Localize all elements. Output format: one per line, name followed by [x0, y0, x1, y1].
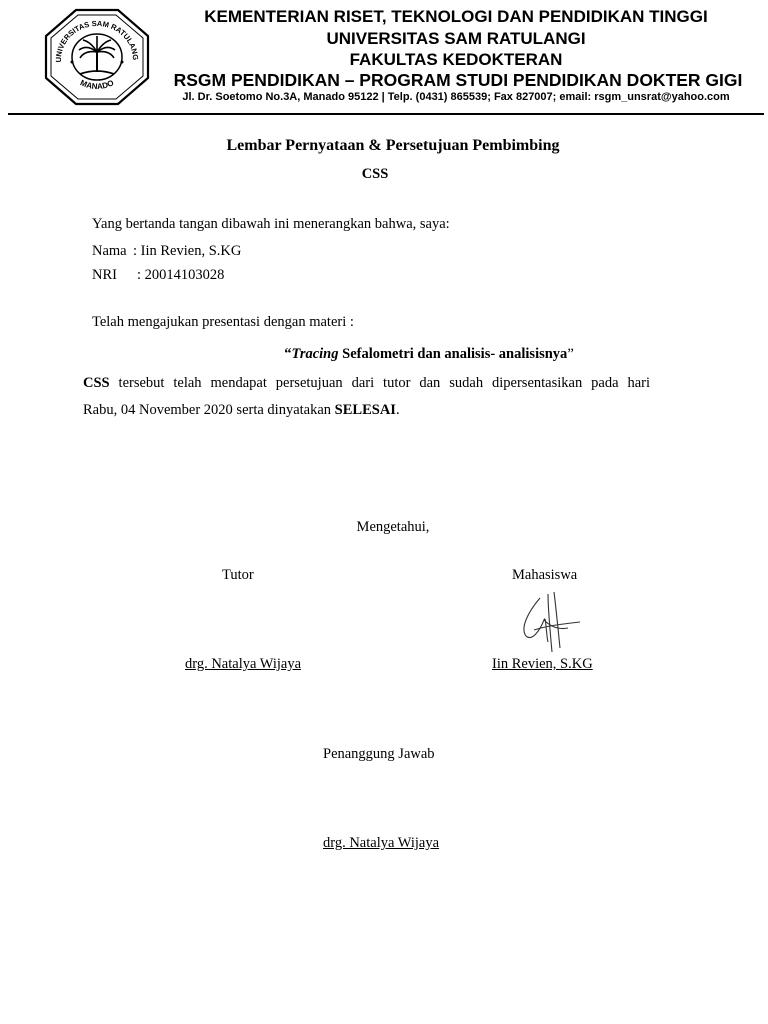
tutor-label: Tutor — [222, 567, 254, 583]
letterhead-faculty: FAKULTAS KEDOKTERAN — [349, 50, 563, 69]
letterhead-program: RSGM PENDIDIKAN – PROGRAM STUDI PENDIDIKAN DOKTER GIGI — [173, 70, 743, 90]
svg-text:MANADO: MANADO — [78, 78, 116, 92]
approval-text: tersebut telah mendapat persetujuan dari tutor dan sudah dipersentasikan pada hari — [109, 375, 650, 391]
nri-value: : 20014103028 — [137, 267, 225, 283]
tutor-name: drg. Natalya Wijaya — [185, 656, 302, 672]
approval-date-text: Rabu, 04 November 2020 serta dinyatakan — [83, 402, 335, 418]
letterhead-address: Jl. Dr. Soetomo No.3A, Manado 95122 | Telp. (0431) 865539; Fax 827007; email: rsgm_unsrat@yahoo.com — [182, 91, 730, 103]
topic-close-quote: ” — [567, 346, 574, 362]
status-selesai: SELESAI — [334, 402, 396, 418]
letterhead-university: UNIVERSITAS SAM RATULANGI — [326, 29, 586, 48]
letterhead-divider — [8, 113, 764, 115]
name-value: : Iin Revien, S.KG — [133, 243, 242, 259]
topic-rest: Sefalometri dan analisis- analisisnya — [338, 346, 568, 362]
approval-period: . — [395, 402, 400, 418]
css-bold: CSS — [83, 375, 110, 391]
letterhead-ministry: KEMENTERIAN RISET, TEKNOLOGI DAN PENDIDIKAN TINGGI — [204, 7, 708, 26]
svg-text:UNIVERSITAS SAM RATULANGI: UNIVERSITAS SAM RATULANG — [53, 18, 141, 63]
acknowledged-label: Mengetahui, — [356, 519, 430, 535]
topic-italic: Tracing — [291, 346, 339, 362]
university-seal-icon — [44, 8, 150, 106]
presentation-topic — [0, 346, 768, 363]
presentation-intro: Telah mengajukan presentasi dengan materi : — [92, 314, 354, 330]
document-subtitle: CSS — [361, 166, 389, 182]
responsible-label: Penanggung Jawab — [323, 746, 435, 762]
approval-paragraph-line1 — [83, 375, 650, 392]
approval-paragraph-line2 — [83, 402, 400, 419]
student-name: Iin Revien, S.KG — [492, 656, 593, 672]
intro-statement: Yang bertanda tangan dibawah ini menerangkan bahwa, saya: — [92, 216, 450, 232]
nri-label: NRI — [92, 267, 117, 283]
name-label: Nama — [92, 243, 127, 259]
responsible-name: drg. Natalya Wijaya — [323, 835, 440, 851]
document-title: Lembar Pernyataan & Persetujuan Pembimbing — [226, 137, 560, 154]
student-label: Mahasiswa — [512, 567, 578, 583]
topic-open-quote: “ — [284, 346, 292, 362]
student-signature — [510, 590, 590, 656]
